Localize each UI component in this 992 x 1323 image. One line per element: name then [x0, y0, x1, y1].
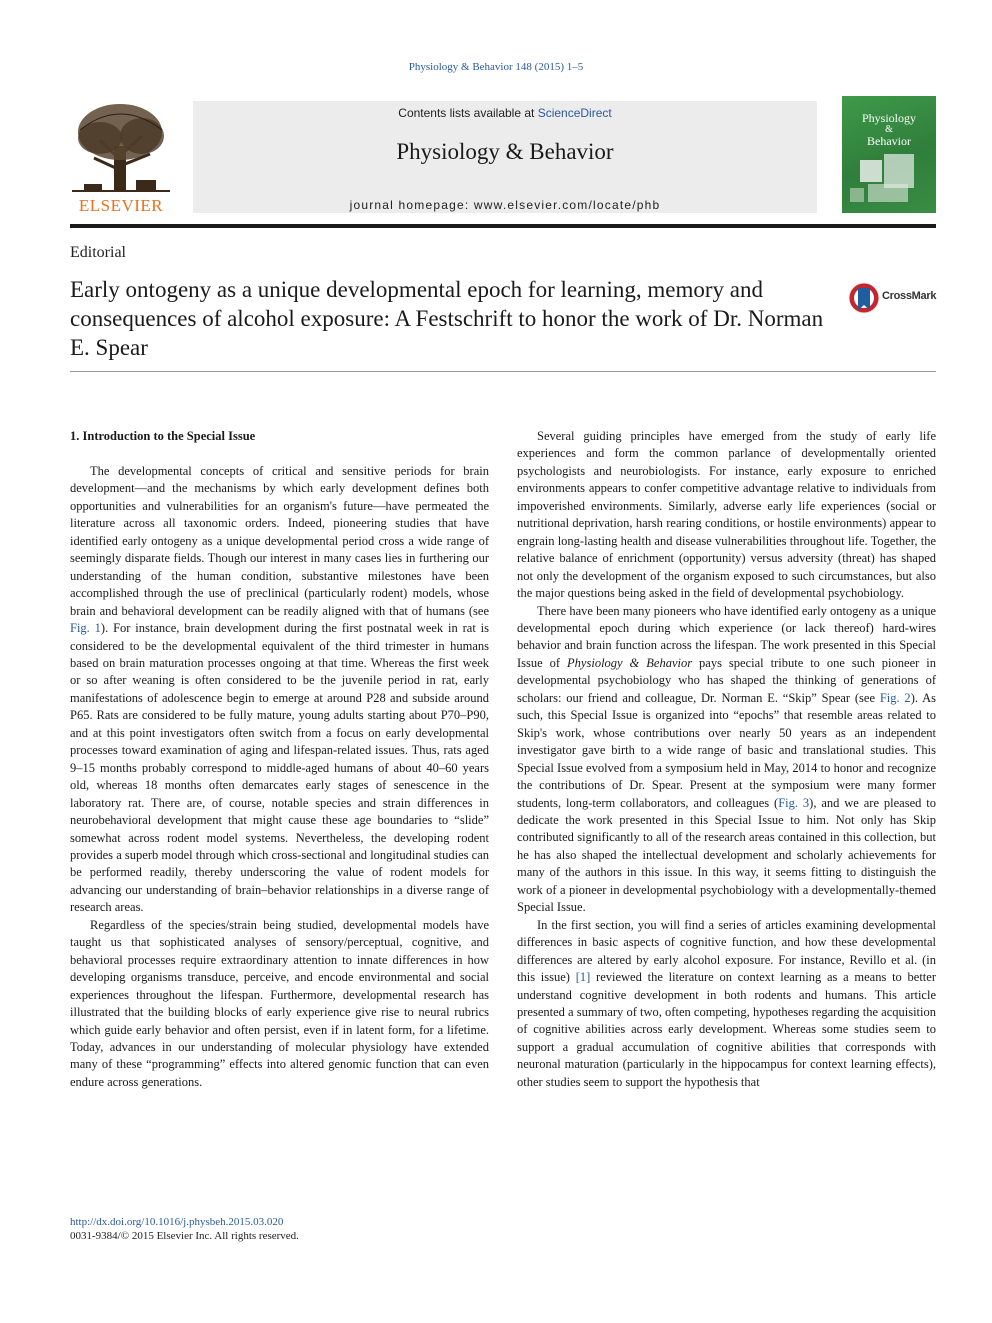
paragraph-text: ), and we are pleased to dedicate the work presented in this Special Issue to him. Not only has Skip contributed significantly to all of the research areas contained in this collection, but he has also shaped the intellectual development and scholarly achievements for many of the authors in this issue. In this way, it seems fitting to distinguish the work of a pioneer in developmental psychobiology with a developmentally-themed Special Issue.	[517, 795, 936, 915]
sciencedirect-link[interactable]: ScienceDirect	[537, 106, 612, 120]
doi-link[interactable]: http://dx.doi.org/10.1016/j.physbeh.2015.03.020	[70, 1216, 284, 1228]
paragraph-text: In the first section, you will find a series of articles examining developmental differences in basic aspects of cognitive function, and how these developmental differences are altered by early alcohol exposure. For instance, Revillo et al. (in this issue)	[517, 917, 936, 985]
section-heading: 1. Introduction to the Special Issue	[70, 429, 256, 443]
elsevier-wordmark: ELSEVIER	[78, 196, 164, 215]
paragraph	[517, 917, 936, 1092]
crossmark-label[interactable]: CrossMark	[882, 290, 937, 302]
journal-cover-thumbnail[interactable]	[842, 96, 936, 213]
contents-prefix: Contents lists available at	[398, 106, 538, 120]
cover-amp: &	[885, 124, 893, 135]
figure-link[interactable]: Fig. 3	[778, 795, 810, 810]
paragraph	[517, 603, 936, 917]
figure-link[interactable]: Fig. 2	[879, 690, 911, 705]
cover-title-line1: Physiology	[861, 111, 916, 125]
cover-block	[850, 188, 864, 202]
paragraph-text: The developmental concepts of critical and sensitive periods for brain development—and the mechanisms by which early development defines both opportunities and vulnerabilities for an organism's future—have permeated the literature across all taxonomic orders. Indeed, pioneering studies that have identified early ontogeny as a unique developmental period cross a wide range of seemingly disparate fields. Though our interest in many cases lies in furthering our understanding of the human condition, substantive milestones have been accomplished through the use of preclinical (particularly rodent) models, whose brain and behavioral development can be readily aligned with that of humans (see	[70, 464, 489, 618]
paragraph: Several guiding principles have emerged from the study of early life experiences and form the common parlance of developmentally oriented psychologists and neurobiologists. For instance, early exposure to enriched environments appears to confer competitive advantage relative to individuals from impoverished environments. Similarly, adverse early life experiences (social or nutritional deprivation, harsh rearing conditions, or hostile environments) appear to engrain long-lasting health and disease vulnerabilities throughout life. Together, the relative balance of enrichment (opportunity) versus adversity (threat) has shaped not only the development of the organism exposed to such circumstances, but also the major questions being asked in the field of developmental psychobiology.	[517, 429, 936, 601]
copyright-notice: 0031-9384/© 2015 Elsevier Inc. All rights reserved.	[70, 1230, 299, 1242]
journal-name-italic: Physiology & Behavior	[567, 655, 693, 670]
cover-title-line2: Behavior	[867, 134, 911, 148]
paragraph-text: pays special tribute to one such pioneer in developmental psychobiology who has shaped the thinking of generations of scholars: our friend and colleague, Dr. Norman E. “Skip” Spear (see	[517, 655, 936, 705]
cover-block	[868, 184, 908, 202]
cover-title	[842, 112, 936, 148]
journal-title: Physiology & Behavior	[396, 139, 614, 164]
cover-block	[860, 160, 882, 182]
cover-block	[884, 154, 914, 188]
left-column	[70, 463, 489, 1091]
article-title: Early ontogeny as a unique developmental epoch for learning, memory and consequences of alcohol exposure: A Festschrift to honor the work of Dr. Norman E. Spear	[70, 277, 824, 360]
paragraph: Regardless of the species/strain being studied, developmental models have taught us that sophisticated analyses of sensory/perceptual, cognitive, and behavioral processes require extraordinary attention to innate differences in how developing organisms transduce, perceive, and encode environmental and social experiences throughout the lifespan. Furthermore, developmental research has illustrated that the building blocks of early experience give rise to neural rubrics which guide early behavior and often persist, even if in latent form, for a lifetime. Today, advances in our understanding of molecular physiology have extended many of these “programming” effects into altered genomic function that can even endure across generations.	[70, 917, 489, 1089]
paragraph-text: There have been many pioneers who have identified early ontogeny as a unique developmental epoch during which experience (or lack thereof) hard-wires behavior and brain function across the lifespan. The work presented in this Special Issue of	[517, 603, 936, 670]
paragraph-text: reviewed the literature on context learning as a means to better understand cognitive development in both rodents and humans. This article presented a summary of two, often competing, hypotheses regarding the acquisition of cognitive abilities across early development. Whereas some studies seem to support a gradual accumulation of cognitive abilities that corresponds with neuronal maturation (particularly in the hippocampus for context learning effects), other studies seem to support the hypothesis that	[517, 970, 936, 1089]
title-rule	[70, 371, 936, 372]
right-column	[517, 428, 936, 1091]
contents-available-line	[193, 106, 817, 120]
citation-link[interactable]: [1]	[575, 970, 591, 985]
article-type: Editorial	[70, 244, 126, 261]
paragraph-text: ). As such, this Special Issue is organized into “epochs” that resemble areas related to Skip's work, whose contributions over nearly 50 years as an independent investigator gave birth to a wide range of basic and translational studies. This Special Issue evolved from a symposium held in May, 2014 to honor and recognize the contributions of Dr. Spear. Present at the symposium were many former students, long-term collaborators, and colleagues (	[517, 690, 936, 810]
figure-link[interactable]: Fig. 1	[70, 621, 101, 636]
header-rule	[70, 224, 936, 228]
paragraph-text: ). For instance, brain development during the first postnatal week in rat is considered to be the developmental equivalent of the third trimester in humans based on brain maturation processes ongoing at that time. Whereas the first week or so after weaning is often considered to be the juvenile period in rat, early manifestations of adolescence begin to emerge at around P28 and subside around P65. Rats are considered to be fully mature, young adults starting about P70–P90, and at this point investigators often switch from a focus on early developmental processes toward examination of aging and lifespan-related issues. Thus, rats aged 9–15 months probably correspond to middle-aged humans of about 40–60 years old, whereas 18 months often demarcates early stages of senescence in the laboratory rat. There are, of course, notable species and strain differences in neurobehavioral development that might cause these age boundaries to “slide” somewhat across rodent model systems. Nevertheless, the developing rodent provides a superb model through which cross-sectional and longitudinal studies can be performed readily, thereby underscoring the value of rodent models for advancing our understanding of brain–behavior relationships in a diverse range of research areas.	[70, 621, 489, 915]
paragraph	[70, 463, 489, 917]
journal-homepage[interactable]: journal homepage: www.elsevier.com/locate/phb	[349, 198, 661, 212]
journal-reference[interactable]: Physiology & Behavior 148 (2015) 1–5	[408, 61, 584, 73]
